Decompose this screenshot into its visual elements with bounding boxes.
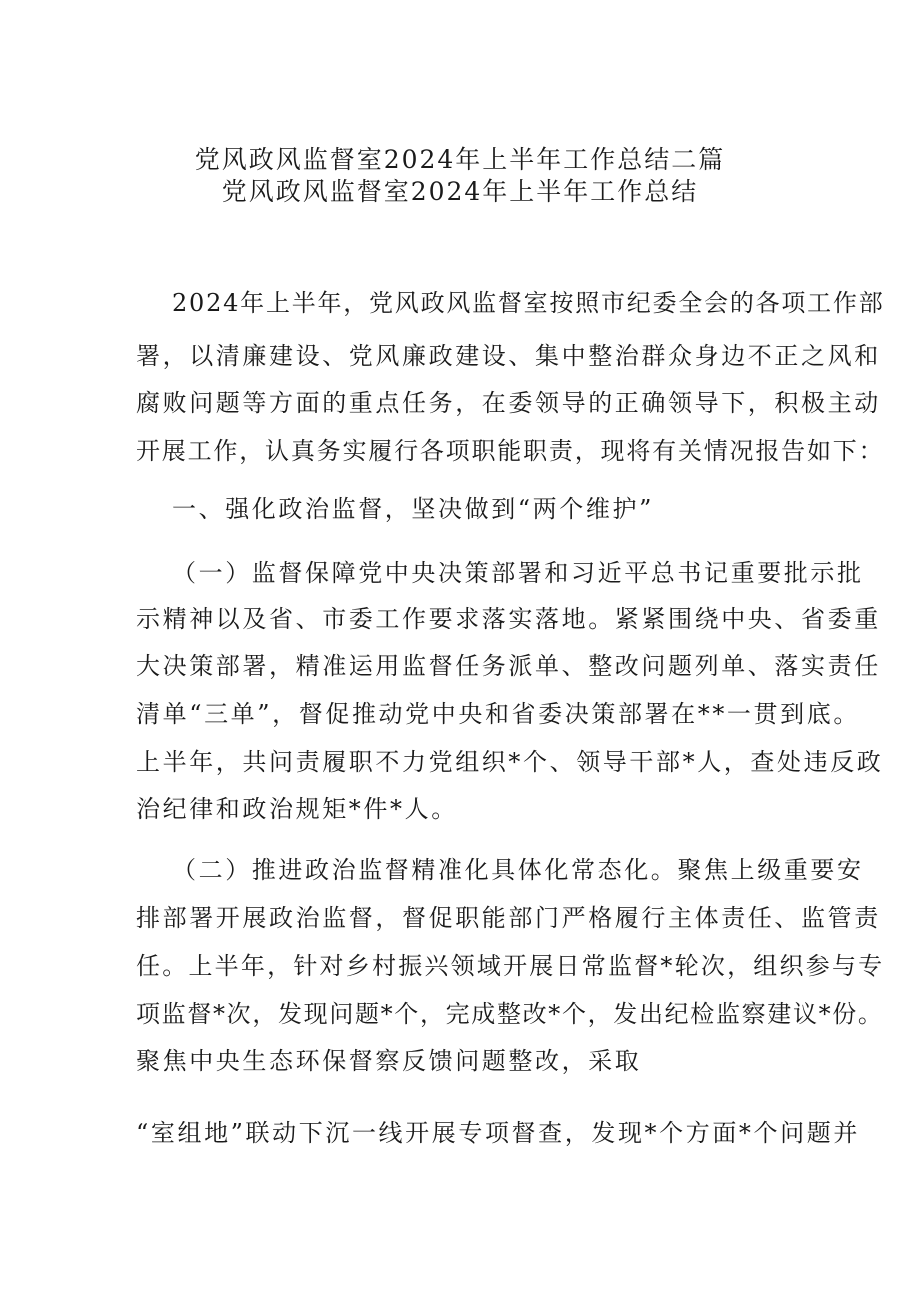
intro-line-2: 署，以清廉建设、党风廉政建设、集中整治群众身边不正之风和: [136, 342, 881, 370]
intro-line-4: 开展工作，认真务实履行各项职能职责，现将有关情况报告如下：: [136, 437, 885, 465]
document-title: 党风政风监督室2024年上半年工作总结二篇: [194, 145, 726, 174]
section-heading-1: 一、强化政治监督，坚决做到“两个维护”: [172, 495, 654, 523]
item1-line-4: 清单“三单”，督促推动党中央和省委决策部署在**一贯到底。: [136, 700, 860, 728]
item2-line-1: （二）推进政治监督精准化具体化常态化。聚焦上级重要安: [172, 856, 864, 884]
intro-line-3: 腐败问题等方面的重点任务，在委领导的正确领导下，积极主动: [136, 389, 881, 417]
item1-line-3: 大决策部署，精准运用监督任务派单、整改问题列单、落实责任: [136, 652, 881, 680]
item2-line-5: 聚焦中央生态环保督察反馈问题整改，采取: [136, 1047, 642, 1075]
item1-line-1: （一）监督保障党中央决策部署和习近平总书记重要批示批: [172, 559, 864, 587]
item1-line-2: 示精神以及省、市委工作要求落实落地。紧紧围绕中央、省委重: [136, 605, 881, 633]
item2-line-2: 排部署开展政治监督，督促职能部门严格履行主体责任、监管责: [136, 904, 881, 932]
item1-line-6: 治纪律和政治规矩*件*人。: [136, 795, 458, 823]
item2-line-4: 项监督*次，发现问题*个，完成整改*个，发出纪检监察建议*份。: [136, 1000, 884, 1028]
document-subtitle: 党风政风监督室2024年上半年工作总结: [221, 177, 699, 206]
continuation-line: “室组地”联动下沉一线开展专项督查，发现*个方面*个问题并: [136, 1119, 860, 1147]
intro-line-1: 2024年上半年，党风政风监督室按照市纪委全会的各项工作部: [172, 289, 885, 317]
item2-line-3: 任。上半年，针对乡村振兴领域开展日常监督*轮次，组织参与专: [136, 952, 885, 980]
item1-line-5: 上半年，共问责履职不力党组织*个、领导干部*人，查处违反政: [136, 748, 884, 776]
